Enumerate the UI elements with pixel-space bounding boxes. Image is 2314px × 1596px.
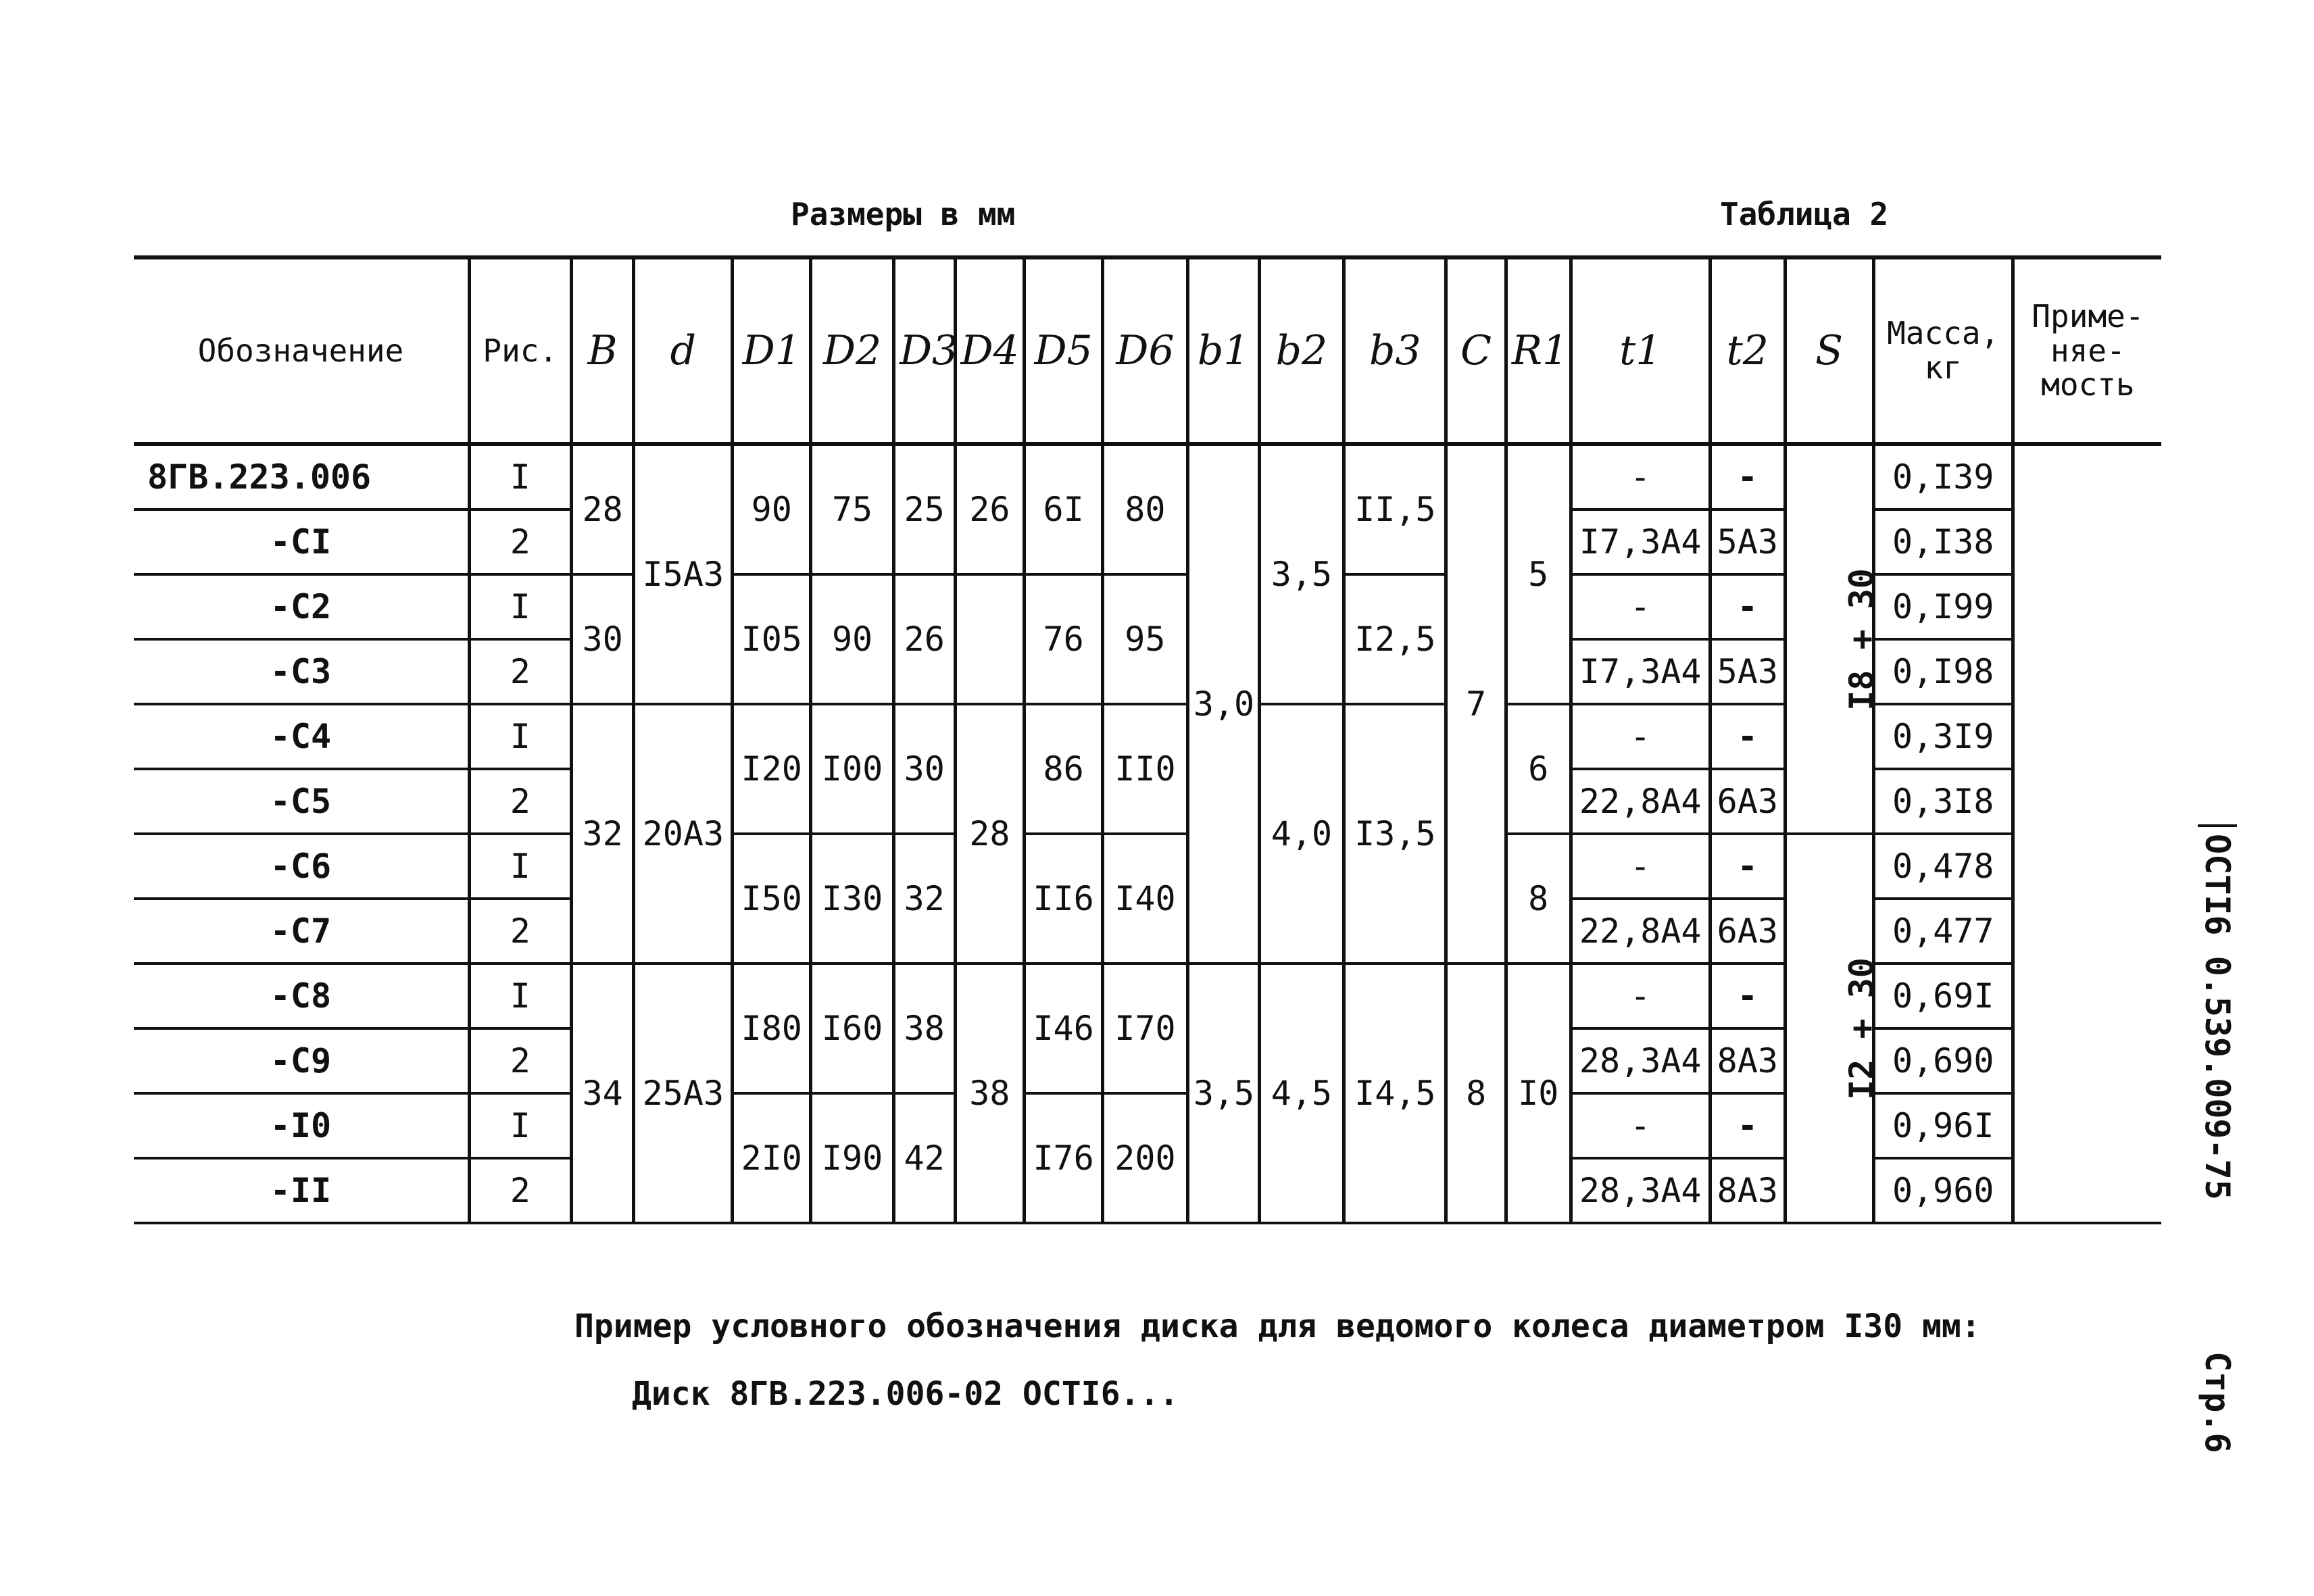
header-fig: Рис. [469,257,571,444]
S-value: I8 + 30 [1842,568,1881,711]
D1-cell: 2I0 [733,1093,811,1223]
designation-cell: -II [134,1158,469,1223]
designation-cell: -C4 [134,704,469,769]
t2-cell: - [1710,964,1785,1028]
example-note: Пример условного обозначения диска для ведомого колеса диаметром I30 мм: [574,1307,1981,1345]
D6-cell: 200 [1102,1093,1187,1223]
d-cell: 20A3 [634,704,733,964]
mass-cell: 0,96I [1873,1093,2013,1158]
mass-cell: 0,I38 [1873,509,2013,574]
b3-cell: II,5 [1344,444,1446,574]
mass-cell: 0,960 [1873,1158,2013,1223]
b2-cell: 4,0 [1259,704,1344,964]
header-t1: t1 [1571,257,1710,444]
header-D6: D6 [1102,257,1187,444]
designation-cell: -C6 [134,834,469,899]
D4-cell: 26 [955,444,1025,574]
t1-cell: - [1571,834,1710,899]
D6-cell: 80 [1102,444,1187,574]
fig-cell: I [469,444,571,509]
D5-cell: II6 [1025,834,1103,964]
t1-cell: 22,8A4 [1571,899,1710,964]
D1-cell: I05 [733,574,811,704]
t1-cell: - [1571,444,1710,509]
d-cell: I5A3 [634,444,733,704]
mass-cell: 0,I99 [1873,574,2013,639]
designation-cell: -C5 [134,769,469,834]
B-cell: 28 [571,444,634,574]
b3-cell: I2,5 [1344,574,1446,704]
t2-cell: 8A3 [1710,1158,1785,1223]
D3-cell: 30 [893,704,955,834]
header-b3: b3 [1344,257,1446,444]
fig-cell: I [469,1093,571,1158]
R1-cell: 6 [1506,704,1571,834]
D3-cell: 38 [893,964,955,1093]
t2-cell: 6A3 [1710,769,1785,834]
D1-cell: I20 [733,704,811,834]
fig-cell: 2 [469,1158,571,1223]
D6-cell: 95 [1102,574,1187,704]
designation-cell: -I0 [134,1093,469,1158]
D5-cell: I76 [1025,1093,1103,1223]
D3-cell: 42 [893,1093,955,1223]
D1-cell: I80 [733,964,811,1093]
header-d: d [634,257,733,444]
dimensions-table [134,255,2161,1224]
D6-cell: I40 [1102,834,1187,964]
D5-cell: 86 [1025,704,1103,834]
mass-cell: 0,3I9 [1873,704,2013,769]
header-D4: D4 [955,257,1025,444]
b3-cell: I4,5 [1344,964,1446,1223]
t1-cell: I7,3A4 [1571,509,1710,574]
D2-cell: 75 [811,444,894,574]
mass-cell: 0,I39 [1873,444,2013,509]
t2-cell: - [1710,574,1785,639]
t2-cell: - [1710,444,1785,509]
designation-cell: 8ГВ.223.006 [134,444,469,509]
fig-cell: 2 [469,509,571,574]
D6-cell: II0 [1102,704,1187,834]
t1-cell: 28,3A4 [1571,1158,1710,1223]
D5-cell: 76 [1025,574,1103,704]
designation-cell: -C2 [134,574,469,639]
header-D1: D1 [733,257,811,444]
mass-cell: 0,690 [1873,1028,2013,1093]
B-cell: 32 [571,704,634,964]
header-D3: D3 [893,257,955,444]
t2-cell: - [1710,704,1785,769]
header-b2: b2 [1259,257,1344,444]
t2-cell: 5A3 [1710,639,1785,704]
header-t2: t2 [1710,257,1785,444]
R1-cell: I0 [1506,964,1571,1223]
mass-cell: 0,477 [1873,899,2013,964]
D4-cell: 28 [955,704,1025,964]
header-C: C [1446,257,1506,444]
D3-cell: 32 [893,834,955,964]
D3-cell: 25 [893,444,955,574]
designation-cell: -C8 [134,964,469,1028]
D2-cell: I00 [811,704,894,834]
designation-cell: -CI [134,509,469,574]
D2-cell: 90 [811,574,894,704]
fig-cell: 2 [469,769,571,834]
fig-cell: 2 [469,1028,571,1093]
header-R1: R1 [1506,257,1571,444]
t2-cell: - [1710,1093,1785,1158]
applicability-cell [2013,444,2161,1223]
D2-cell: I60 [811,964,894,1093]
D5-cell: 6I [1025,444,1103,574]
header-applicability: Приме-няе-мость [2013,257,2161,444]
t2-cell: 8A3 [1710,1028,1785,1093]
B-cell: 30 [571,574,634,704]
D5-cell: I46 [1025,964,1103,1093]
t2-cell: 5A3 [1710,509,1785,574]
header-row [134,257,2161,444]
S-cell [1785,834,1881,1223]
d-cell: 25A3 [634,964,733,1223]
D1-cell: 90 [733,444,811,574]
t1-cell: I7,3A4 [1571,639,1710,704]
fig-cell: 2 [469,899,571,964]
b2-cell: 4,5 [1259,964,1344,1223]
fig-cell: I [469,704,571,769]
t2-cell: 6A3 [1710,899,1785,964]
designation-cell: -C3 [134,639,469,704]
R1-cell: 8 [1506,834,1571,964]
fig-cell: I [469,834,571,899]
t1-cell: - [1571,574,1710,639]
header-D5: D5 [1025,257,1103,444]
b3-cell: I3,5 [1344,704,1446,964]
sizes-caption: Размеры в мм [791,196,1016,232]
D3-cell: 26 [893,574,955,704]
table-row [134,444,2161,509]
t1-cell: - [1571,704,1710,769]
D2-cell: I30 [811,834,894,964]
b2-cell: 3,5 [1259,444,1344,704]
fig-cell: I [469,964,571,1028]
t1-cell: 28,3A4 [1571,1028,1710,1093]
designation-cell: -C7 [134,899,469,964]
page-number: Стр.6 [2198,1351,2237,1453]
fig-cell: I [469,574,571,639]
mass-cell: 0,478 [1873,834,2013,899]
mass-cell: 0,I98 [1873,639,2013,704]
document-code: ОСТI6 0.539.009-75 [2198,824,2237,1200]
D6-cell: I70 [1102,964,1187,1093]
mass-cell: 0,69I [1873,964,2013,1028]
header-designation: Обозначение [134,257,469,444]
header-b1: b1 [1187,257,1259,444]
S-value: I2 + 30 [1842,957,1881,1100]
t2-cell: - [1710,834,1785,899]
D4-cell [955,574,1025,704]
t1-cell: - [1571,1093,1710,1158]
R1-cell: 5 [1506,444,1571,704]
D4-cell: 38 [955,964,1025,1223]
header-S: S [1785,257,1873,444]
D1-cell: I50 [733,834,811,964]
example-designation: Диск 8ГВ.223.006-02 ОСТI6... [632,1375,1179,1413]
header-D2: D2 [811,257,894,444]
b1-cell: 3,5 [1187,964,1259,1223]
S-cell [1785,444,1881,834]
C-cell: 7 [1446,444,1506,964]
B-cell: 34 [571,964,634,1223]
table-row [134,834,2161,899]
D2-cell: I90 [811,1093,894,1223]
fig-cell: 2 [469,639,571,704]
designation-cell: -C9 [134,1028,469,1093]
t1-cell: 22,8A4 [1571,769,1710,834]
t1-cell: - [1571,964,1710,1028]
header-mass: Масса, кг [1873,257,2013,444]
mass-cell: 0,3I8 [1873,769,2013,834]
b1-cell: 3,0 [1187,444,1259,964]
C-cell: 8 [1446,964,1506,1223]
table-caption: Таблица 2 [1720,196,1889,232]
header-B: B [571,257,634,444]
